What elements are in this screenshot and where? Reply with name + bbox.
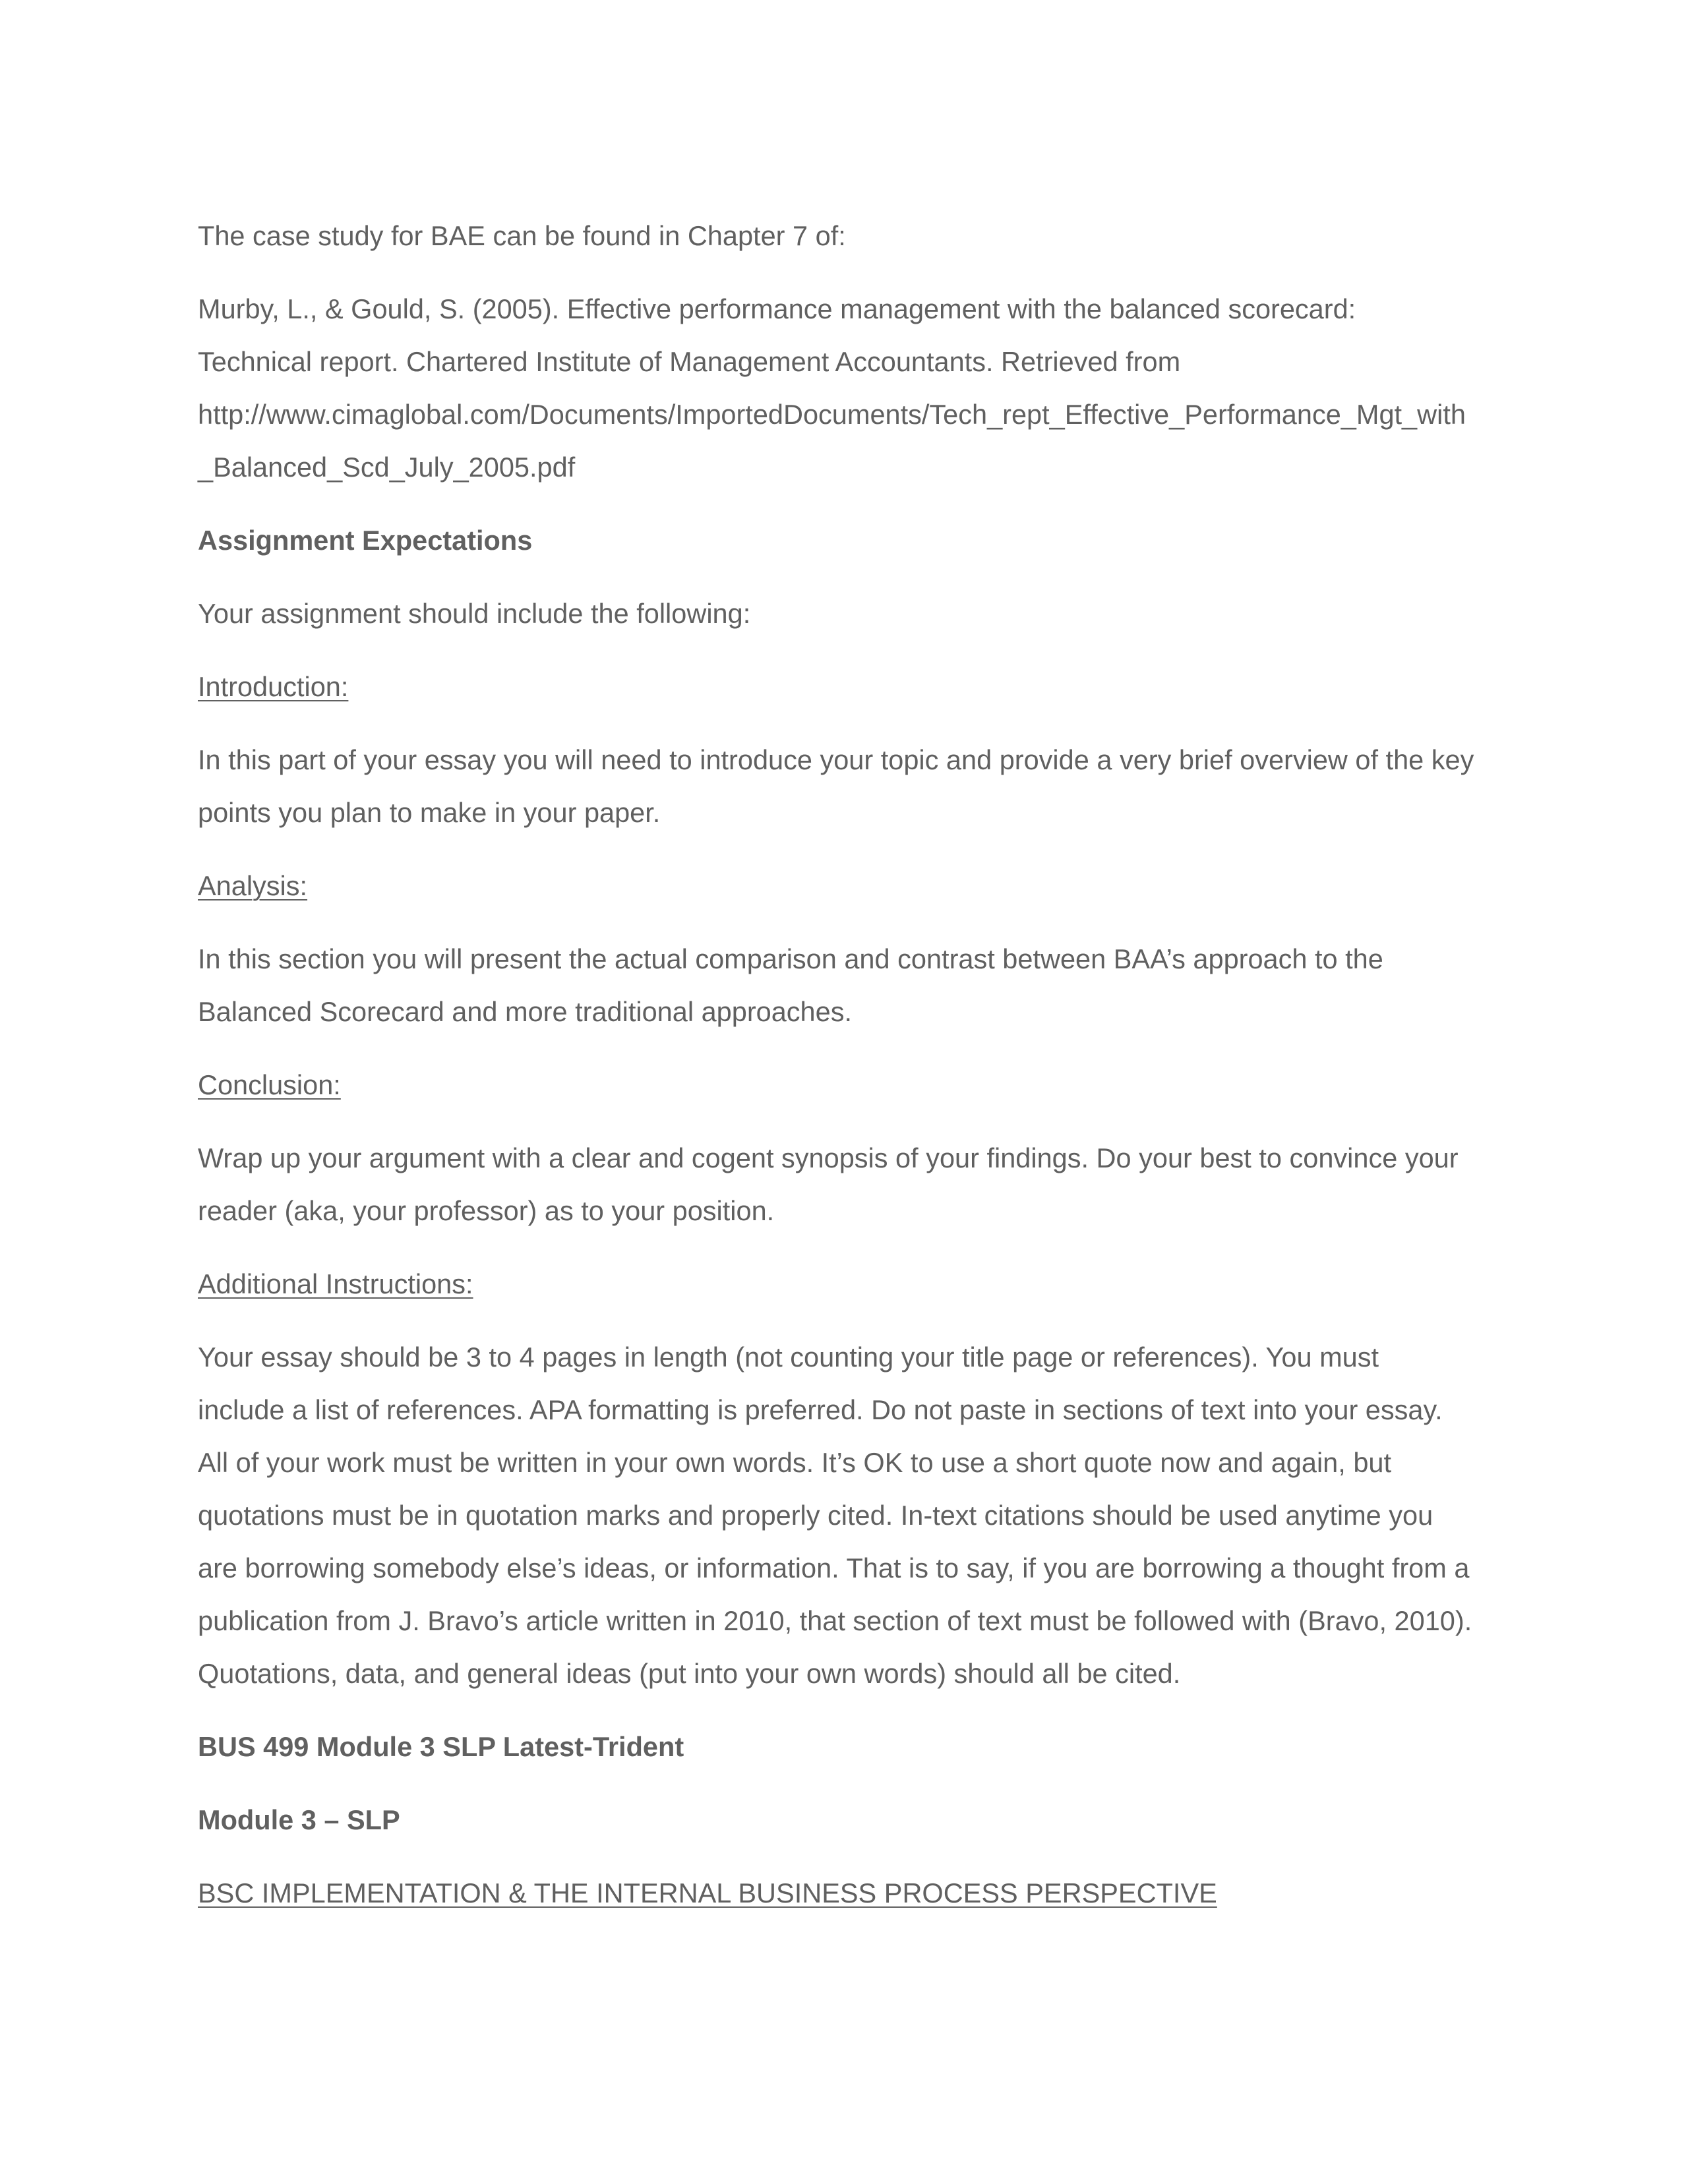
document-page <box>198 210 1490 1940</box>
reference-citation <box>198 283 1490 494</box>
additional-instructions-heading: Additional Instructions: <box>198 1268 473 1299</box>
reference-url-line: _Balanced_Scd_July_2005.pdf <box>198 452 576 483</box>
introduction-body: In this part of your essay you will need to introduce your topic and provide a very brief overview of the key points you plan to make in your paper. <box>198 744 1474 828</box>
assignment-lead: Your assignment should include the following: <box>198 598 751 629</box>
assignment-heading: Assignment Expectations <box>198 525 533 556</box>
conclusion-heading: Conclusion: <box>198 1069 341 1100</box>
additional-instructions-body: Your essay should be 3 to 4 pages in length (not counting your title page or references). You must include a list of references. APA formatting is preferred. Do not paste in sections of text into your essay. All of your work must be written in your own words. It’s OK to use a short quote now and again, but quotations must be in quotation marks and properly cited. In-text citations should be used anytime you are borrowing somebody else’s ideas, or information. That is to say, if you are borrowing a thought from a publication from J. Bravo’s article written in 2010, that section of text must be followed with (Bravo, 2010). Quotations, data, and general ideas (put into your own words) should all be cited. <box>198 1342 1472 1689</box>
reference-url-line: http://www.cimaglobal.com/Documents/ImportedDocuments/Tech_rept_Effective_Performance_Mgt_with <box>198 399 1466 430</box>
conclusion-body: Wrap up your argument with a clear and cogent synopsis of your findings. Do your best to convince your reader (aka, your professor) as to your position. <box>198 1142 1459 1226</box>
topic-title: BSC IMPLEMENTATION & THE INTERNAL BUSINESS PROCESS PERSPECTIVE <box>198 1877 1217 1908</box>
intro-line: The case study for BAE can be found in Chapter 7 of: <box>198 220 846 251</box>
reference-line: Murby, L., & Gould, S. (2005). Effective performance management with the balanced scorecard: <box>198 293 1356 324</box>
reference-line: Technical report. Chartered Institute of Management Accountants. Retrieved from <box>198 346 1181 377</box>
course-title: BUS 499 Module 3 SLP Latest-Trident <box>198 1731 684 1762</box>
introduction-heading: Introduction: <box>198 671 349 702</box>
analysis-body: In this section you will present the actual comparison and contrast between BAA’s approach to the Balanced Scorecard and more traditional approaches. <box>198 943 1383 1027</box>
analysis-heading: Analysis: <box>198 870 308 901</box>
module-title: Module 3 – SLP <box>198 1804 400 1835</box>
